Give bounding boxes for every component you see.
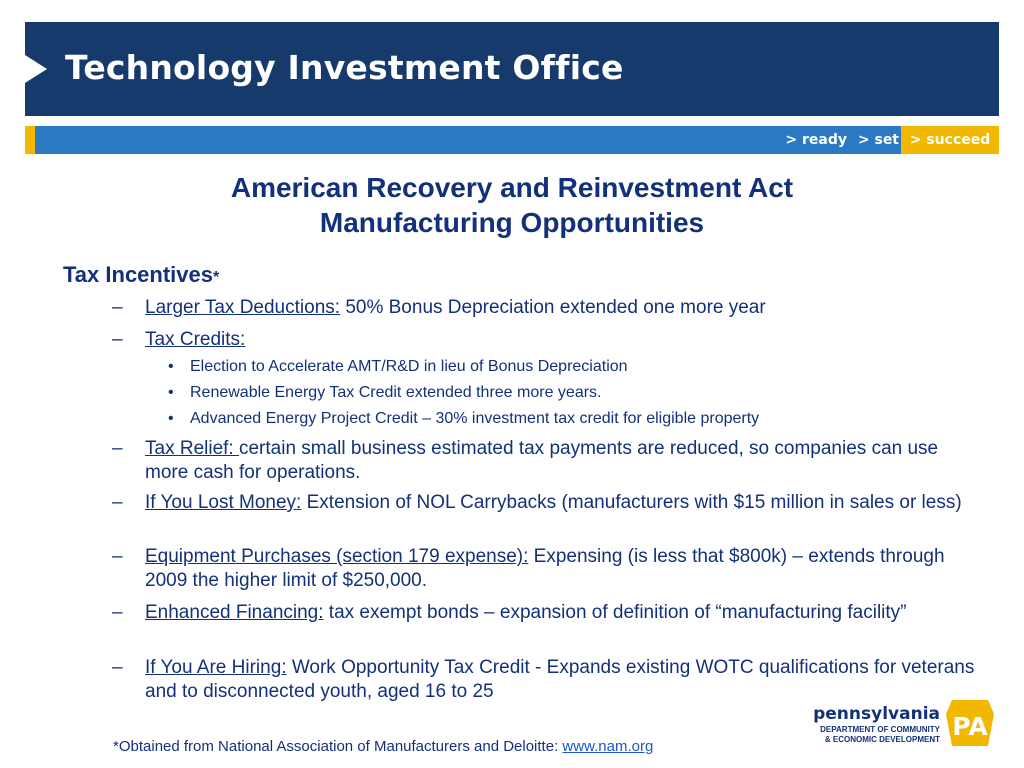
tagline-set: > set [857,132,899,148]
header-title: Technology Investment Office [65,48,624,87]
item-text: tax exempt bonds – expansion of definition of “manufacturing facility” [323,602,907,623]
item-label: Larger Tax Deductions: [145,297,341,318]
logo-wordmark: pennsylvania [813,704,940,724]
logo-department-line-1: DEPARTMENT OF COMMUNITY [820,725,940,734]
list-item [112,328,975,352]
item-label: If You Lost Money: [145,492,302,513]
keystone-icon [946,700,994,746]
item-label: Enhanced Financing: [145,602,324,623]
logo-department [794,725,940,745]
bullet-icon: • [168,358,174,375]
item-label: Tax Relief: [145,438,239,459]
item-label: Tax Credits: [145,329,246,350]
sub-list-item [168,383,950,403]
slide-title [0,170,1024,240]
slide-title-line-2: Manufacturing Opportunities [319,207,705,238]
list-item [112,601,975,625]
item-label: If You Are Hiring: [145,657,287,678]
list-item [112,545,975,593]
tagline-bar [25,126,999,154]
item-text: Expensing (is less that $800k) – extends through 2009 the higher limit of $250,000. [145,546,945,591]
list-item [112,296,975,320]
list-item [112,437,975,485]
tagline [779,126,899,154]
dash-icon: – [112,492,123,513]
sub-list-item [168,357,950,377]
section-heading-text: Tax Incentives [63,262,213,287]
sub-item-text: Renewable Energy Tax Credit extended three more years. [190,384,602,401]
logo-badge-text: PA [952,712,988,741]
dash-icon: – [112,329,123,350]
dash-icon: – [112,546,123,567]
dced-logo [794,700,1004,750]
item-text: 50% Bonus Depreciation extended one more year [340,297,766,318]
arrow-icon [25,55,47,83]
dash-icon: – [112,657,123,678]
sub-list-item [168,409,950,429]
section-heading [63,262,219,288]
item-label: Equipment Purchases (section 179 expense): [145,546,529,567]
sub-item-text: Election to Accelerate AMT/R&D in lieu of Bonus Depreciation [190,358,628,375]
footnote-link[interactable]: www.nam.org [562,738,654,755]
bullet-icon: • [168,410,174,427]
dash-icon: – [112,297,123,318]
item-text: certain small business estimated tax payments are reduced, so companies can use more cash for operations. [145,438,939,483]
sub-item-text: Advanced Energy Project Credit – 30% investment tax credit for eligible property [190,410,760,427]
item-text: Work Opportunity Tax Credit - Expands existing WOTC qualifications for veterans and to disconnected youth, aged 16 to 25 [145,657,975,702]
tagline-ready: > ready [785,132,847,148]
list-item [112,491,975,515]
logo-department-line-2: & ECONOMIC DEVELOPMENT [824,735,940,744]
footnote [113,738,653,755]
section-heading-asterisk: * [213,269,220,286]
accent-stripe [25,126,35,154]
dash-icon: – [112,602,123,623]
dash-icon: – [112,438,123,459]
item-text: Extension of NOL Carrybacks (manufacturers with $15 million in sales or less) [301,492,962,513]
slide-title-line-1: American Recovery and Reinvestment Act [230,172,794,203]
footnote-text: *Obtained from National Association of Manufacturers and Deloitte: [113,738,563,755]
header-banner [25,22,999,116]
bullet-icon: • [168,384,174,401]
tagline-succeed: > succeed [901,126,999,154]
list-item [112,656,975,704]
